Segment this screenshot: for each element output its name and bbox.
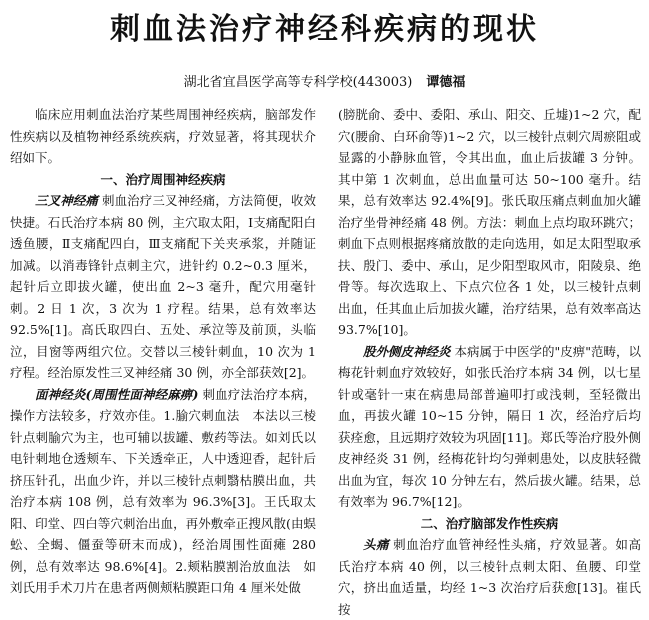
paper-title: 刺血法治疗神经科疾病的现状: [110, 12, 539, 47]
paragraph-femoral-cutaneous: [338, 341, 641, 513]
paragraph-headache: [338, 534, 641, 620]
paragraph-facial-nerve: [10, 384, 316, 599]
paragraph-body: 刺血疗法治疗本病，操作方法较多，疗效亦佳。1.腧穴刺血法 本法以三棱针点刺腧穴为主，也可辅以拔罐、敷药等法。如刘氏以电针刺地仓透颊车、下关透牵正，人中透迎香，起针后挤压针孔，出血少许，并以三棱针点刺翳枯膜出血，共治疗本病 108 例，总有效率为 96.3%[3]。王氏取太阳、印堂、四白等穴刺治出血，再外敷牵正搜风散(由蜈蚣、全蝎、僵蚕等研末而成)，经治周围性面瘫 280 例，总有效率达 98.6%[4]。2.颊粘膜割治放血法 如刘氏用手术刀片在患者两侧颊粘膜距口角 4 厘米处做: [10, 386, 316, 595]
author-line: [0, 74, 649, 92]
left-column: [10, 104, 316, 599]
run-in-heading: 头痛: [363, 537, 390, 552]
right-column: [338, 104, 641, 620]
affiliation: 湖北省宜昌医学高等专科学校(443003): [183, 75, 413, 90]
paragraph-body: 刺血治疗血管神经性头痛，疗效显著。如高氏治疗本病 40 例，以三棱针点刺太阳、鱼腰、印堂穴，挤出血适量，均经 1~3 次治疗后获愈[13]。崔氏按: [338, 537, 641, 617]
intro-paragraph: 临床应用刺血法治疗某些周围神经疾病，脑部发作性疾病以及植物神经系统疾病，疗效显著，将其现状介绍如下。: [10, 107, 316, 165]
author-name: 谭德福: [426, 75, 466, 90]
paragraph-body: 刺血治疗三叉神经痛，方法简便，收效快捷。石氏治疗本病 80 例，主穴取太阳，Ⅰ支痛配阳白透鱼腰，Ⅱ支痛配四白，Ⅲ支痛配下关夹承浆，并随证加减。以消毒锋针点刺主穴，进针约 0.2~0.3 厘米，起针后立即拔火罐，使出血 2~3 毫升，配穴用毫针刺。2 日 1 次，3 次为 1 疗程。结果，总有效率达 92.5%[1]。高氏取四白、五处、承泣等及前顶，头临泣，目窗等两组穴位。交替以三棱针刺血，10 次为 1 疗程。经治原发性三叉神经痛 30 例，亦全部获效[2]。: [10, 193, 316, 380]
run-in-heading: 三叉神经痛: [35, 193, 98, 208]
section-heading-1: 一、治疗周围神经疾病: [100, 171, 226, 187]
section-heading-2: 二、治疗脑部发作性疾病: [420, 515, 559, 531]
run-in-heading: 面神经炎(周围性面神经麻痹): [35, 386, 199, 402]
paragraph-trigeminal: [10, 190, 316, 384]
run-in-heading: 股外侧皮神经炎: [363, 343, 451, 359]
paragraph-body: 本病属于中医学的"皮痹"范畴，以梅花针刺血疗效较好，如张氏治疗本病 34 例，以七星针或毫针一束在病患局部普遍叩打或浅刺，至轻微出血，再拔火罐 10~15 分钟，隔日 1 次，经治疗后均获痊愈，且远期疗效较为巩固[11]。郑氏等治疗股外侧皮神经炎 31 例，经梅花针均匀弹刺患处，以皮肤轻微出血为宜，每次 10 分钟左右，然后拔火罐。结果，总有效率为 96.7%[12]。: [338, 343, 642, 509]
paragraph-sciatic-continued: (膀胱俞、委中、委阳、承山、阳交、丘墟)1~2 穴，配穴(腰俞、白环俞等)1~2 穴，以三棱针点刺穴周瘀阻或显露的小静脉血管，令其出血，血止后拔罐 3 分钟。其中第 1 次刺血，总出血量可达 50~100 毫升。结果，总有效率达 92.4%[9]。张氏取压痛点刺血加火罐治疗坐骨神经痛 48 例。方法：刺血上点均取环跳穴；刺血下点则根据疼痛放散的走向选用，如足太阳型取承扶、殷门、委中、承山，足少阳型取风市，阳陵泉、绝骨等。每次选取上、下点穴位各 1 处，以三棱针点刺出血，任其血止后加拔火罐，治疗结果，总有效率高达 93.7%[10]。: [338, 107, 641, 337]
